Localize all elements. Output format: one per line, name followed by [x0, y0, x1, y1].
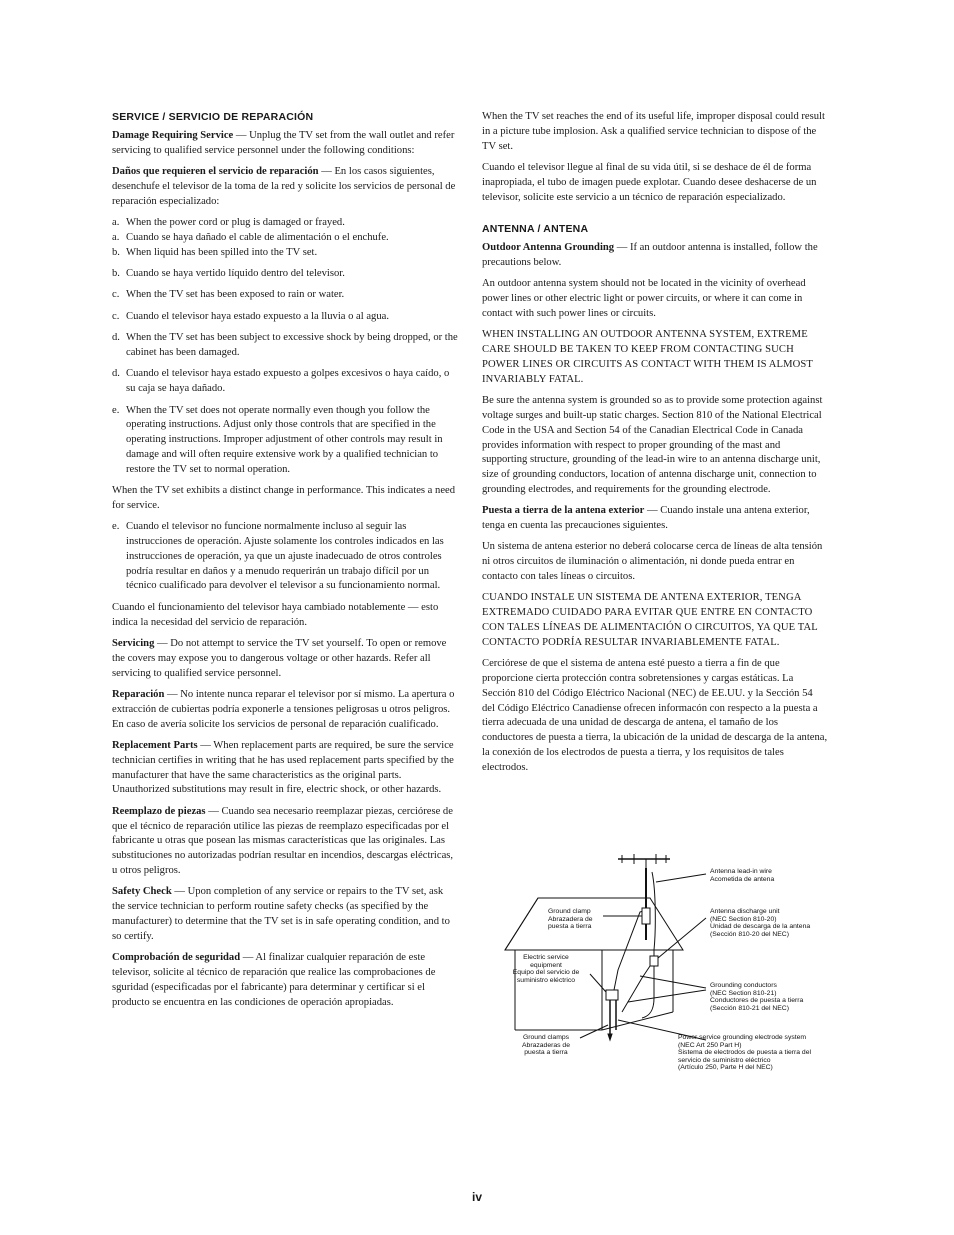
- list-item: d. Cuando el televisor haya estado expuesto a golpes excesivos o haya caído, o su caja se haya dañado.: [112, 368, 450, 395]
- grounded-es-paragraph: Cerciórese de que el sistema de antena esté puesto a tierra a fin de que proporcione cierta protección contra sobretensiones y cargas estáticas. La Sección 810 del Código Eléctrico Nacional (NEC) de EE.UU. y la Sección 54 del Código Eléctrico Canadiense ofrecen informacón con respecto a la puesta a tierra adecuada de una unidad de descarga de antena, el tamaño de los conductores de puesta a tierra, la ubicación de la unidad de descarga de la antena, la conexión de los electrodos de puesta a tierra, y los requisitos de tales electrodos.: [482, 658, 828, 773]
- grounding-en-paragraph: Outdoor Antenna Grounding — If an outdoor antenna is installed, follow the precautions below.: [482, 242, 818, 268]
- list-item: b. When liquid has been spilled into the TV set.: [112, 246, 318, 258]
- right-column: [482, 110, 828, 782]
- list-item: e. When the TV set does not operate normally even though you follow the operating instructions. Adjust only those controls that are specified in the operating instructions. Improper adjustment of other controls may result in damage and will often require extensive work by a qualified technician to restore the TV set to normal operation.: [112, 404, 443, 475]
- reparacion-paragraph: Reparación — No intente nunca reparar el televisor por sí mismo. La apertura o extracción de cubiertas podría exponerle a tensiones peligrosas u otros peligros. En caso de avería solicite los servicios de personal de reparación cualificado.: [112, 689, 455, 730]
- list-item: c. When the TV set has been exposed to rain or water.: [112, 289, 345, 301]
- comprobacion-paragraph: Comprobación de seguridad — Al finalizar cualquier reparación de este televisor, solicite al técnico de reparación que realice las comprobaciones de sguridad (especificadas por el fabricante) para determinar y certificar si el producto se encuentra en las condiciones de operación apropiadas.: [112, 952, 436, 1008]
- grounding-electrode-label: Power service grounding electrode system (NEC Art 250 Part H) Sistema de electrodos de puesta a tierra del servicio de suministro eléctrico (Artículo 250, Parte H del NEC): [678, 1034, 811, 1072]
- service-heading: SERVICE / SERVICIO DE REPARACIÓN: [112, 111, 314, 123]
- leader-line: [590, 974, 606, 992]
- electric-service-label: Electric service equipment Equipo del servicio de suministro eléctrico: [512, 954, 580, 984]
- grounded-en-paragraph: Be sure the antenna system is grounded so as to provide some protection against voltage surges and built-up static charges. Section 810 of the National Electrical Code in the USA and Section 54 of the Canadian Electrical Code in Canada provides information with respect to proper grounding of the mast and supporting structure, grounding of the lead-in wire to an antenna discharge unit, size of grounding conductors, location of antenna discharge unit, connection to grounding electrodes, and requirements for the grounding electrode.: [482, 395, 823, 495]
- sub-paragraph-en: When the TV set exhibits a distinct change in performance. This indicates a need for service.: [112, 485, 456, 511]
- house-base-side: [602, 1012, 673, 1030]
- lead-in-label: Antenna lead-in wire Acometida de antena: [710, 868, 775, 883]
- warning-es-paragraph: CUANDO INSTALE UN SISTEMA DE ANTENA EXTERIOR, TENGA EXTREMADO CUIDADO PARA EVITAR QUE ENTRE EN CONTACTO CON TALES LÍNEAS DE ALIMENTACIÓN O CIRCUITOS, YA QUE TAL CONTACTO PODRÍA RESULTAR INVARIABLEMENTE FATAL.: [482, 592, 818, 648]
- leader-line: [656, 874, 706, 882]
- ground-clamp-label: Ground clamp Abrazadera de puesta a tierra: [548, 908, 593, 931]
- safety-check-paragraph: Safety Check — Upon completion of any service or repairs to the TV set, ask the service technician to perform routine safety checks (as specified by the manufacturer) to determine that the TV set is in safe operating condition, and to so certify.: [112, 886, 450, 942]
- damage-en-paragraph: Damage Requiring Service — Unplug the TV set from the wall outlet and refer servicing to qualified service personnel under the following conditions:: [112, 129, 455, 156]
- vicinity-en-paragraph: An outdoor antenna system should not be located in the vicinity of overhead power lines or other electric light or power circuits, or where it can come in contact with such power lines or circuits.: [482, 278, 806, 319]
- list-item: a. When the power cord or plug is damaged or frayed.: [112, 216, 345, 228]
- replacement-paragraph: Replacement Parts — When replacement parts are required, be sure the service technician certifies in writing that he has used replacement parts specified by the manufacturer that have the same characteristics as the original parts. Unauthorized substitutions may result in fire, electric shock, or other hazards.: [112, 740, 454, 796]
- list-item: e. Cuando el televisor no funcione normalmente incluso al seguir las instrucciones de operación. Ajuste solamente los controles indicados en las instrucciones de operación, ya que un ajuste inadecuado de otros controles podría resultar en daños y a menudo requerirán un trabajo difícil por un técnico cualificado para devolver el televisor a su funcionamiento normal.: [112, 521, 444, 592]
- page-number: iv: [471, 1190, 482, 1204]
- service-equipment-box: [606, 990, 618, 1000]
- leader-line: [628, 990, 706, 1002]
- reemplazo-paragraph: Reemplazo de piezas — Cuando sea necesario reemplazar piezas, cerciórese de que el técnico de reparación utilice las piezas de reemplazo especificadas por el fabricante u otras que posean las mismas características que las originales. Las substituciones no autorizadas podrían resultar en incendios, descargas eléctricas, u otros peligros.: [112, 805, 454, 876]
- antenna-heading: ANTENNA / ANTENA: [482, 223, 589, 236]
- leader-line: [580, 1025, 608, 1038]
- grounding-conductor: [622, 966, 650, 1012]
- damage-es-paragraph: Daños que requieren el servicio de reparación — En los casos siguientes, desenchufe el televisor de la toma de la red y solicite los servicios de personal de reparación especializado:: [112, 165, 456, 207]
- ground-rod-tip: [608, 1034, 612, 1040]
- ground-clamps-label: Ground clamps Abrazaderas de puesta a tierra: [522, 1034, 570, 1057]
- list-item: a. Cuando se haya dañado el cable de alimentación o el enchufe.: [112, 231, 389, 243]
- sub-paragraph-es: Cuando el funcionamiento del televisor haya cambiado notablemente — esto indica la necesidad del servicio de reparación.: [112, 601, 439, 628]
- discharge-unit-label: Antenna discharge unit (NEC Section 810-20) Unidad de descarga de la antena (Sección 810-20 del NEC): [710, 908, 811, 938]
- list-item: b. Cuando se haya vertido líquido dentro del televisor.: [112, 267, 345, 279]
- disposal-es-paragraph: Cuando el televisor llegue al final de su vida útil, si se deshace de él de forma inapropiada, el tubo de imagen puede explotar. Cuando desee deshacerse de un televisor, solicite este servicio a un técnico de reparación especializado.: [482, 161, 817, 203]
- servicing-paragraph: Servicing — Do not attempt to service the TV set yourself. To open or remove the covers may expose you to dangerous voltage or other hazards. Refer all servicing to qualified service personnel.: [112, 638, 447, 679]
- vicinity-es-paragraph: Un sistema de antena esterior no deberá colocarse cerca de líneas de alta tensión ni otros circuitos de iluminación o alimentación, ni donde pueda entrar en contacto con tales líneas o circuitos.: [482, 541, 823, 583]
- mast-ground-clamp: [642, 908, 650, 924]
- grounding-conductors-label: Grounding conductors (NEC Section 810-21) Conductores de puesta a tierra (Sección 810-21 del NEC): [710, 982, 804, 1012]
- list-item: c. Cuando el televisor haya estado expuesto a la lluvia o al agua.: [112, 310, 389, 322]
- warning-en-paragraph: WHEN INSTALLING AN OUTDOOR ANTENNA SYSTEM, EXTREME CARE SHOULD BE TAKEN TO KEEP FROM CONTACTING SUCH POWER LINES OR CIRCUITS AS CONTACT WITH THEM IS ALMOST INVARIABLY FATAL.: [482, 329, 813, 385]
- discharge-unit: [650, 956, 658, 966]
- list-item: d. When the TV set has been subject to excessive shock by being dropped, or the cabinet has been damaged.: [112, 332, 458, 358]
- roof-shape: [505, 898, 683, 950]
- left-column: [112, 110, 458, 1017]
- grounding-es-paragraph: Puesta a tierra de la antena exterior — Cuando instale una antena exterior, tenga en cuenta las precauciones siguientes.: [482, 505, 810, 532]
- disposal-en-paragraph: When the TV set reaches the end of its useful life, improper disposal could result in a picture tube implosion. Ask a qualified service technician to dispose of the TV set.: [482, 111, 825, 152]
- antenna-grounding-diagram: [500, 850, 845, 1090]
